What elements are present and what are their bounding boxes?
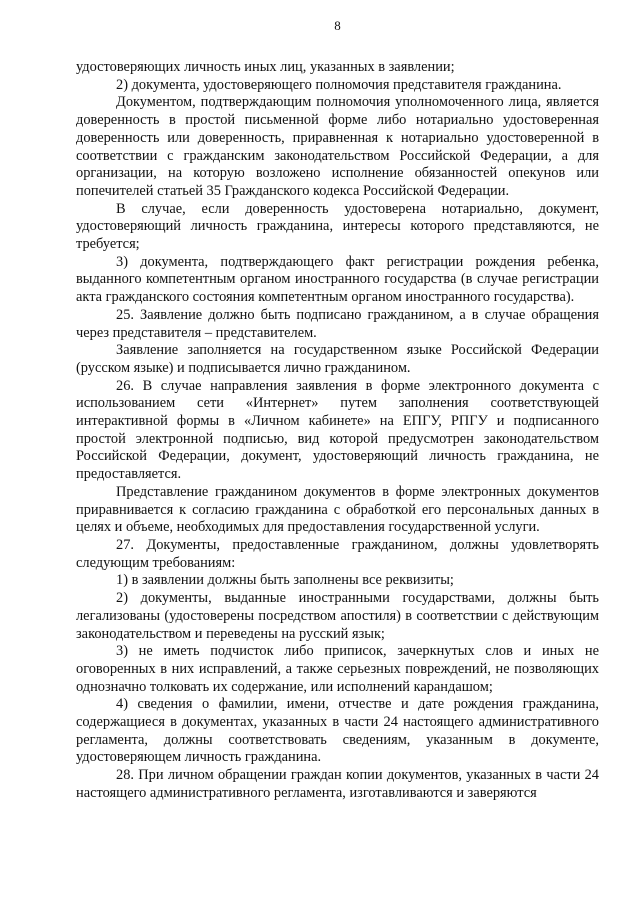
paragraph-8: 26. В случае направления заявления в форме электронного документа с использованием сети «Интернет» путем заполнения соответствующей интерактивной формы в «Личном кабинете» на ЕПГУ, РПГУ и подписанного простой электронной подписью, вид которой предусмотрен законодательством Российской Федерации, документ, удостоверяющий личность гражданина, не предоставляется.: [76, 377, 599, 483]
paragraph-11: 1) в заявлении должны быть заполнены все реквизиты;: [116, 572, 454, 589]
document-body: [76, 59, 599, 803]
paragraph-15: 28. При личном обращении граждан копии документов, указанных в части 24 настоящего административного регламента, изготавливаются и заверяются: [76, 767, 599, 801]
paragraph-14: 4) сведения о фамилии, имени, отчестве и дате рождения гражданина, содержащиеся в документах, указанных в части 24 настоящего административного регламента, должны соответствовать сведениям, указанным в документе, удостоверяющем личность гражданина.: [76, 696, 599, 766]
paragraph-2: 2) документа, удостоверяющего полномочия представителя гражданина.: [116, 76, 562, 93]
paragraph-13: 3) не иметь подчисток либо приписок, зачеркнутых слов и иных не оговоренных в них исправлений, а также серьезных повреждений, не позволяющих однозначно толковать их содержание, или исполнений карандашом;: [76, 643, 599, 695]
page-number: 8: [334, 18, 341, 33]
paragraph-4: В случае, если доверенность удостоверена нотариально, документ, удостоверяющий личность гражданина, интересы которого представляются, не требуется;: [76, 200, 599, 253]
paragraph-5: 3) документа, подтверждающего факт регистрации рождения ребенка, выданного компетентным органом иностранного государства (в случае регистрации акта гражданского состояния компетентным органом иностранного государства).: [76, 253, 599, 306]
paragraph-1: удостоверяющих личность иных лиц, указанных в заявлении;: [76, 59, 455, 75]
paragraph-10: 27. Документы, предоставленные гражданином, должны удовлетворять следующим требованиям:: [76, 536, 599, 571]
paragraph-6: 25. Заявление должно быть подписано гражданином, а в случае обращения через представителя – представителем.: [76, 306, 599, 341]
paragraph-9: Представление гражданином документов в форме электронных документов приравнивается к согласию гражданина с обработкой его персональных данных в целях и объеме, необходимых для предоставления государственной услуги.: [76, 483, 599, 536]
paragraph-3: Документом, подтверждающим полномочия уполномоченного лица, является доверенность в простой письменной форме либо нотариально удостоверенная доверенность или доверенность, приравненная к нотариально удостоверенной в соответствии с гражданским законодательством Российской Федерации, а для организации, на которую возложено исполнение обязанностей опекунов или попечителей статьей 35 Гражданского кодекса Российской Федерации.: [76, 94, 599, 199]
paragraph-12: 2) документы, выданные иностранными государствами, должны быть легализованы (удостоверены посредством апостиля) в соответствии с действующим законодательством и переведены на русский язык;: [76, 590, 599, 642]
paragraph-7: Заявление заполняется на государственном языке Российской Федерации (русском языке) и подписывается лично гражданином.: [76, 342, 599, 376]
